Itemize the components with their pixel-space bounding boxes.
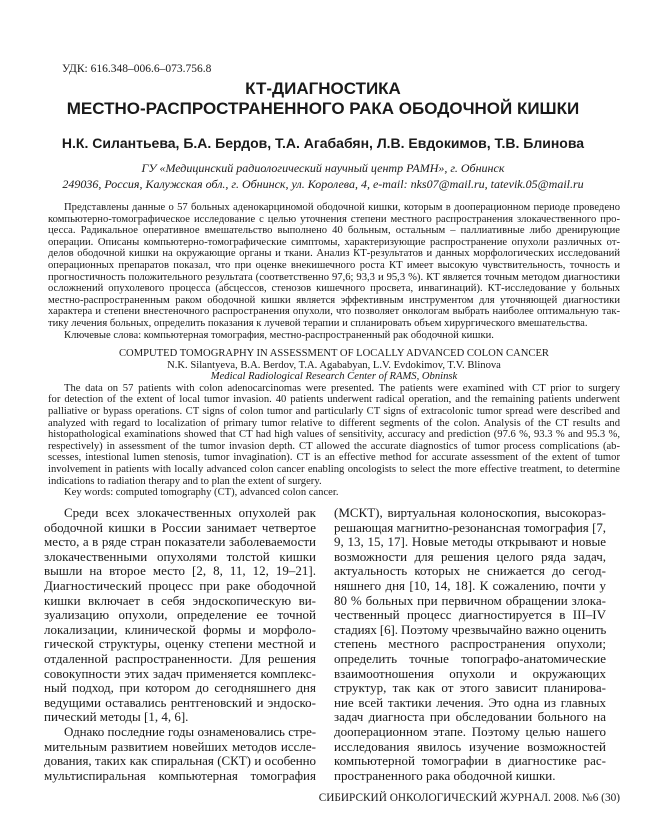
- title-line: МЕСТНО-РАСПРОСТРАНЕННОГО РАКА ОБОДОЧНОЙ КИШКИ: [66, 99, 580, 118]
- text-line: исследования явилось изучение возможностей: [334, 738, 606, 754]
- text-line: злокачественными опухолями толстой кишки: [44, 548, 316, 564]
- text-line: пический методы [1, 4, 6].: [44, 709, 189, 725]
- en-title: COMPUTED TOMOGRAPHY IN ASSESSMENT OF LOCALLY ADVANCED COLON CANCER: [118, 348, 549, 359]
- body-column-right: [334, 506, 606, 783]
- text-line: актуальность которых не снижается до сегод-: [334, 563, 606, 579]
- text-line: вышли на второе место [2, 8, 11, 12, 19–21].: [44, 563, 316, 579]
- text-line: операции. Описаны компьютерно-томографические симптомы, характеризующие распространение опухоли различных от-: [48, 236, 620, 248]
- text-line: ние всей тактики лечения. Это одна из главных: [334, 694, 606, 710]
- text-line: (МСКТ), виртуальная колоноскопия, высокораз-: [334, 505, 606, 520]
- text-line: совокупности этих задач применяется комплекс-: [44, 665, 316, 681]
- udk-code: УДК: 616.348–006.6–073.756.8: [62, 63, 212, 75]
- text-line: взаимоотношения опухоли и окружающих: [334, 665, 606, 681]
- journal-footer: СИБИРСКИЙ ОНКОЛОГИЧЕСКИЙ ЖУРНАЛ. 2008. №6 (30): [318, 792, 620, 804]
- en-affiliation: Medical Radiological Research Center of RAMS, Obninsk: [210, 371, 458, 383]
- text-line: няшнего дня [10, 14, 18]. К сожалению, почти у: [334, 577, 606, 593]
- text-line: 80 % больных при первичном обращении злока-: [334, 592, 606, 608]
- text-line: дооперационном этапе. Поэтому целью нашего: [334, 723, 606, 739]
- text-line: пространенного рака ободочной кишки.: [334, 767, 556, 783]
- text-line: операционных препаратов показал, что при оценке внекишечного роста КТ имеет высокую чувствительность, точность и: [48, 259, 620, 271]
- text-line: for detection of the extent of local tumor invasion. 40 patients underwent radical operation, and the remaining patients underwent: [48, 394, 620, 406]
- affiliation: [0, 160, 646, 192]
- text-line: дования, таких как спиральная (СКТ) и особенно: [44, 753, 316, 769]
- text-line: прогностичность положительного результата (соответственно 97,6; 93,3 и 95,3 %). КТ является точным методом диагностики: [48, 271, 620, 283]
- text-line: компьютерной томографии в диагностике рас-: [334, 753, 606, 769]
- text-line: осложнений опухолевого процесса (абсцессов, стенозов кишечного просвета, инвагинаций). КТ-исследование у больных: [48, 283, 620, 295]
- text-line: 9, 13, 15, 17]. Новые методы открывают и новые: [334, 534, 606, 550]
- text-line: palliative or bypass operations. CT signs of colon tumor and particularly CT signs of extracolonic tumor spread were described and: [48, 405, 620, 417]
- text-line: мультиспиральная компьютерная томография: [44, 767, 316, 783]
- keywords-ru: Ключевые слова: компьютерная томография, местно-распространенный рак ободочной кишки.: [64, 329, 494, 341]
- title-line: КТ-ДИАГНОСТИКА: [245, 79, 401, 98]
- abstract-ru: [48, 202, 620, 341]
- text-line: Однако последние годы ознаменовались стре-: [64, 723, 316, 739]
- text-line: локализации, клинической формы и морфоло-: [44, 621, 316, 637]
- text-line: scesses, intestional lumen stenosis, tumor invagination). CT is an effective method for accurate assessment of the extent of tumor: [48, 452, 620, 464]
- text-line: степень местного распространения опухоли;: [334, 636, 606, 652]
- text-line: respectively) in assessment of the tumor invasion depth. CT allowed the accurate diagnostics of tumor process complications (ab-: [48, 440, 620, 452]
- text-line: analyzed with regard to localization of primary tumor relative to different segments of the colon. Analysis of the CT results and: [48, 417, 620, 429]
- abstract-en: [48, 348, 620, 499]
- text-line: ободочной кишки в России занимает четвертое: [44, 519, 316, 535]
- text-line: ный подход, при котором до сегодняшнего дня: [44, 680, 316, 696]
- text-line: компьютерно-томографическое исследование с целью уточнения степени местного распространения злокачественного про-: [48, 213, 620, 225]
- text-line: определить точные топографо-анатомические: [334, 650, 606, 666]
- text-line: цесса. Радикальное оперативное вмешательство выполнено 40 больным, остальным – паллиативные либо дренирующие: [48, 225, 620, 237]
- authors: Н.К. Силантьева, Б.А. Бердов, Т.А. Агабабян, Л.В. Евдокимов, Т.В. Блинова: [61, 135, 585, 151]
- text-line: структур, так как от этого зависит планирова-: [334, 680, 606, 696]
- text-line: histopathological examinations showed that CT had high values of sensitivity, accuracy and prediction (97.6 %, 93.3 % and 95.3 %,: [48, 429, 620, 441]
- text-line: местно-распространенным раком ободочной кишки является эффективным инструментом для уточняющей диагностики: [48, 294, 620, 306]
- text-line: характера и степени внестеночного распространения опухоли, что позволяет онкологам выбрать наиболее оптимальную так-: [48, 306, 620, 318]
- text-line: стадиях [6]. Поэтому чрезвычайно важно оценить: [334, 621, 607, 637]
- text-line: чественный процесс диагностируется в III–IV: [334, 607, 606, 623]
- text-line: место, а в ряде стран показатели заболеваемости: [44, 534, 316, 550]
- keywords-en: Key words: computed tomography (CT), advanced colon cancer.: [64, 487, 339, 499]
- en-authors: N.K. Silantyeva, B.A. Berdov, T.A. Agababyan, L.V. Evdokimov, T.V. Blinova: [167, 359, 501, 371]
- text-line: The data on 57 patients with colon adenocarcinomas were presented. The patients were examined with CT prior to surgery: [64, 382, 620, 394]
- affiliation-line: 249036, Россия, Калужская обл., г. Обнинск, ул. Королева, 4, e-mail: nks07@mail.ru, tatevik.05@mail.ru: [62, 177, 584, 191]
- text-line: делов ободочной кишки на окружающие органы и ткани. Анализ КТ-результатов и данных морфологических исследований: [48, 248, 620, 260]
- text-line: мительным развитием новейших методов иссле-: [44, 738, 316, 754]
- text-line: Среди всех злокачественных опухолей рак: [64, 505, 316, 520]
- text-line: решающая магнитно-резонансная томография [7,: [334, 519, 606, 535]
- text-line: тику лечения больных, определить показания к лучевой терапии и спланировать объем хирургического вмешательства.: [48, 317, 588, 329]
- text-line: Диагностический процесс при раке ободочной: [44, 577, 316, 593]
- text-line: indications to radiation therapy and to plan the extent of surgery.: [48, 475, 322, 487]
- text-line: involvement in patients with locally advanced colon cancer enabling oncologists to select the more effective treatment, to determine: [48, 463, 620, 475]
- text-line: кишки включает в себя эндоскопическую ви-: [44, 592, 316, 608]
- text-line: отдаленной распространенности. Для решения: [44, 650, 316, 666]
- text-line: Представлены данные о 57 больных аденокарциномой ободочной кишки, которым в дооперационном периоде проведено: [64, 202, 620, 213]
- text-line: возможности для решения целого ряда задач,: [334, 548, 606, 564]
- affiliation-line: ГУ «Медицинский радиологический научный центр РАМН», г. Обнинск: [141, 161, 505, 175]
- body-column-left: [44, 506, 316, 783]
- text-line: ведущими оставались рентгеновский и эндоско-: [44, 694, 316, 710]
- article-title: [0, 79, 646, 119]
- text-line: зуализацию опухоли, определение ее точной: [44, 607, 316, 623]
- text-line: гической структуры, оценку степени местной и: [44, 636, 316, 652]
- text-line: задач диагноста при обследовании больного на: [334, 709, 606, 725]
